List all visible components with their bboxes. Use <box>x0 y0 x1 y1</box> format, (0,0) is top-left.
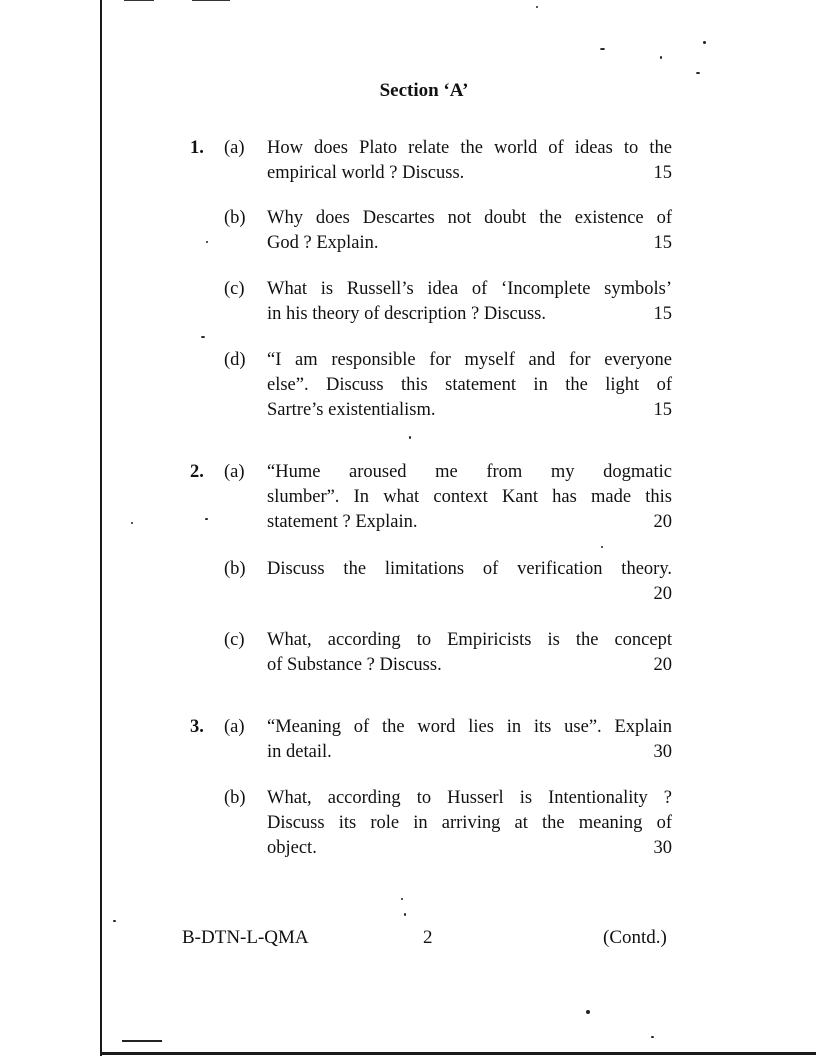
page-number: 2 <box>423 927 433 948</box>
scan-speck <box>404 913 406 916</box>
question-text <box>267 715 672 765</box>
question-number: 3. <box>190 717 204 737</box>
question-2-part-c <box>190 628 672 678</box>
question-text-line: “Hume aroused me from my dogmatic <box>267 462 672 482</box>
question-text <box>267 277 672 327</box>
marks: 20 <box>653 655 672 675</box>
scan-speck <box>401 898 403 900</box>
scan-speck <box>122 1040 162 1042</box>
scan-speck <box>586 1010 590 1014</box>
question-text <box>267 348 672 423</box>
question-text <box>267 786 672 861</box>
scan-border-bottom <box>100 1052 816 1055</box>
scan-speck <box>131 522 133 524</box>
question-text-line: statement ? Explain. 20 <box>267 510 672 535</box>
part-label: (b) <box>224 559 246 579</box>
question-text-line: slumber”. In what context Kant has made this <box>267 487 672 507</box>
question-text-line: How does Plato relate the world of ideas to the <box>267 138 672 158</box>
marks: 15 <box>653 163 672 183</box>
scan-speck <box>703 41 706 44</box>
question-text-line: object. 30 <box>267 836 672 861</box>
marks: 30 <box>653 742 672 762</box>
paper-code: B-DTN-L-QMA <box>182 927 309 948</box>
part-label: (a) <box>224 138 245 158</box>
question-text-line: Discuss its role in arriving at the meaning of <box>267 813 672 833</box>
scan-speck <box>660 56 662 59</box>
marks: 20 <box>653 512 672 532</box>
continued-note: (Contd.) <box>603 927 667 948</box>
scan-border-left <box>100 0 102 1056</box>
question-text-line: “I am responsible for myself and for everyone <box>267 350 672 370</box>
scan-speck <box>409 436 411 439</box>
question-text-line: Why does Descartes not doubt the existence of <box>267 208 672 228</box>
part-label: (c) <box>224 279 245 299</box>
question-3-part-b <box>190 786 672 861</box>
question-number: 1. <box>190 138 204 158</box>
marks: 15 <box>653 304 672 324</box>
question-number: 2. <box>190 462 204 482</box>
scan-speck <box>600 48 605 50</box>
question-text-line: What, according to Empiricists is the concept <box>267 630 672 650</box>
question-2-part-b <box>190 557 672 607</box>
question-text <box>267 460 672 535</box>
question-text-line: of Substance ? Discuss. 20 <box>267 653 672 678</box>
marks: 20 <box>653 584 672 604</box>
scan-speck <box>696 72 700 74</box>
marks: 30 <box>653 838 672 858</box>
question-2-part-a <box>190 460 672 535</box>
question-text <box>267 557 672 604</box>
scan-mark <box>124 0 154 1</box>
question-1-part-d <box>190 348 672 423</box>
scan-mark <box>192 0 230 1</box>
part-label: (c) <box>224 630 245 650</box>
section-title: Section ‘A’ <box>379 80 469 101</box>
part-label: (a) <box>224 717 245 737</box>
marks: 15 <box>653 233 672 253</box>
scan-speck <box>536 6 538 8</box>
part-label: (b) <box>224 788 246 808</box>
scan-speck <box>113 920 116 922</box>
question-text-line: Discuss the limitations of verification theory. <box>267 559 672 579</box>
part-label: (a) <box>224 462 245 482</box>
part-label: (d) <box>224 350 246 370</box>
question-text <box>267 206 672 256</box>
scan-speck <box>201 336 205 338</box>
question-text-line: What, according to Husserl is Intentionality ? <box>267 788 672 808</box>
question-text-line: empirical world ? Discuss. 15 <box>267 161 672 186</box>
question-text-line: “Meaning of the word lies in its use”. Explain <box>267 717 672 737</box>
marks: 15 <box>653 400 672 420</box>
part-label: (b) <box>224 208 246 228</box>
question-text-line: God ? Explain. 15 <box>267 231 672 256</box>
question-3-part-a <box>190 715 672 765</box>
question-text-line: Sartre’s existentialism. 15 <box>267 398 672 423</box>
question-text <box>267 628 672 678</box>
question-1-part-a <box>190 136 672 186</box>
scan-speck <box>651 1036 654 1038</box>
question-1-part-c <box>190 277 672 327</box>
question-1-part-b <box>190 206 672 256</box>
question-text-line: What is Russell’s idea of ‘Incomplete symbols’ <box>267 279 672 299</box>
scan-speck <box>601 546 603 548</box>
question-text-line: else”. Discuss this statement in the light of <box>267 375 672 395</box>
question-text-line: in detail. 30 <box>267 740 672 765</box>
question-text-line: in his theory of description ? Discuss. 15 <box>267 302 672 327</box>
question-text <box>267 136 672 186</box>
